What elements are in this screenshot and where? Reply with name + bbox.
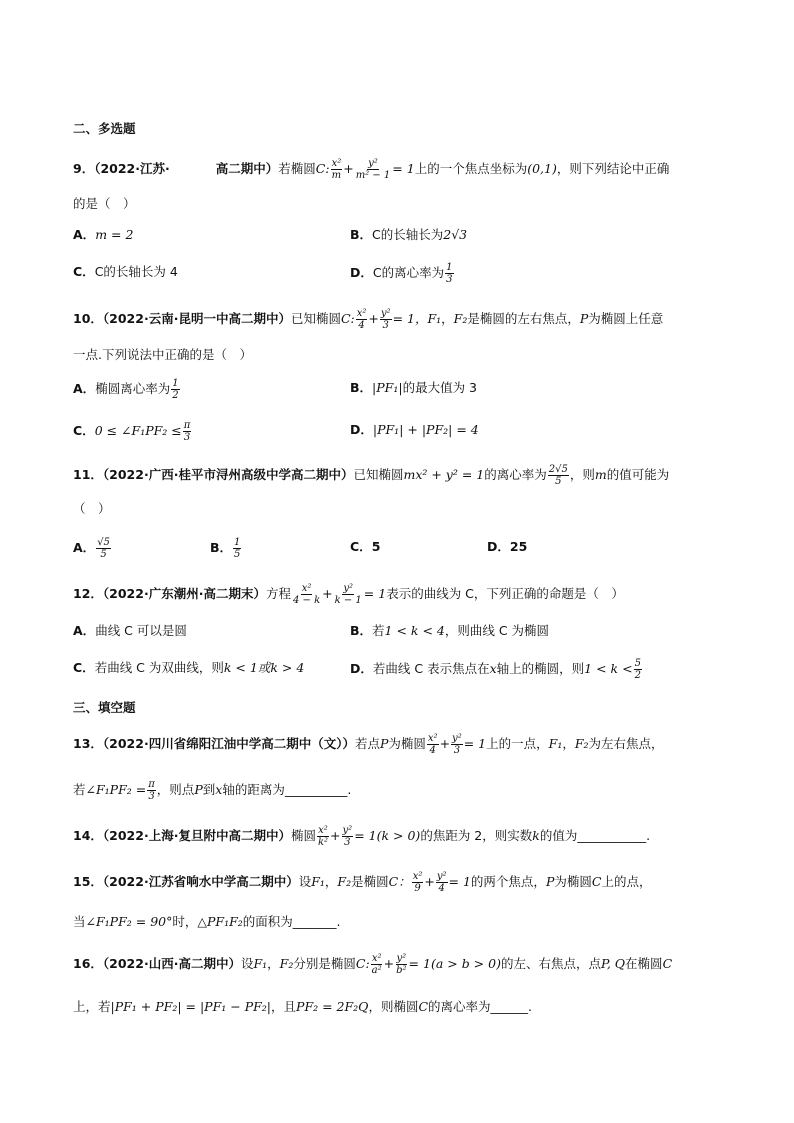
option-b: B．若1 < k < 4，则曲线 C 为椭圆 (350, 623, 550, 638)
section-heading-fill-in: 三、填空题 (73, 700, 136, 715)
section-heading-multiple-choice: 二、多选题 (73, 121, 136, 136)
question-10-line-2: 一点.下列说法中正确的是（ ） (73, 347, 252, 362)
option-d: D．若曲线 C 表示焦点在x轴上的椭圆，则1 < k < $\frac{5}{2}$ (350, 658, 641, 681)
question-9-line-2: 的是（ ） (73, 196, 136, 211)
question-14-line-1: 14．（2022·上海·复旦附中高二期中）椭圆 $\frac{\text{x²}}{\text{k²}}$ + $\frac{\text{y²}}{3}$ = 1(k > 0)的焦距为 2，则实数k的值为___________. (73, 825, 651, 848)
option-b: B． $\frac{1}{5}$ (210, 537, 241, 560)
question-source: （2022·江苏· (94, 161, 170, 176)
question-12-line-1: 12．（2022·广东潮州·高二期末）方程 $\frac{\text{x²}}{4 - k}$ + $\frac{\text{y²}}{k - 1}$ = 1表示的曲线为 C，下列正确的命题是（ ） (73, 583, 624, 606)
option-a: A．m = 2 (73, 227, 134, 242)
option-a: A． $\frac{√5}{5}$ (73, 537, 110, 560)
question-11-line-2: （ ） (73, 501, 111, 516)
question-13-line-2: 若∠F₁PF₂ = $\frac{\pi}{3}$ ，则点P到x轴的距离为__________. (73, 779, 352, 802)
option-b: B．C的长轴长为2√3 (350, 227, 468, 242)
option-c: C．若曲线 C 为双曲线，则k < 1或k > 4 (73, 660, 305, 675)
option-c: C．C的长轴长为 4 (73, 264, 178, 279)
option-d: D．|PF₁| + |PF₂| = 4 (350, 422, 479, 437)
answer-blank[interactable]: 轴的距离为__________. (222, 782, 352, 797)
answer-blank[interactable]: 的面积为_______. (242, 914, 341, 929)
question-13-line-1: 13．（2022·四川省绵阳江油中学高二期中（文））若点P为椭圆 $\frac{\text{x²}}{4}$ + $\frac{\text{y²}}{3}$ = 1上的一点，F₁，F₂为左右焦点， (73, 733, 664, 756)
option-c: C．0 ≤ ∠F₁PF₂ ≤ $\frac{\pi}{3}$ (73, 420, 191, 443)
question-16-line-2: 上，若|PF₁ + PF₂| = |PF₁ − PF₂|，且PF₂ = 2F₂Q，则椭圆C的离心率为______. (73, 999, 533, 1014)
answer-blank[interactable]: 的值为___________. (539, 828, 651, 843)
question-number: 9． (73, 161, 95, 176)
question-15-line-2: 当∠F₁PF₂ = 90°时，△PF₁F₂的面积为_______. (73, 914, 341, 929)
answer-blank[interactable]: 的离心率为______. (428, 999, 533, 1014)
option-a: A．曲线 C 可以是圆 (73, 623, 187, 638)
fraction: $\frac{\text{y²}}{\text{m² − 1}}$ (355, 158, 391, 181)
fraction: $\frac{\text{x²}}{m}$ (331, 158, 342, 181)
question-15-line-1: 15．（2022·江苏省响水中学高二期中）设F₁，F₂是椭圆C： $\frac{\text{x²}}{9}$ + $\frac{\text{y²}}{4}$ = 1的两个焦点，P为椭圆C上的点， (73, 871, 652, 894)
question-11-line-1: 11．（2022·广西·桂平市浔州高级中学高二期中）已知椭圆mx² + y² = 1的离心率为 $\frac{2√5}{5}$ ，则m的值可能为 (73, 464, 670, 487)
question-9-line-1: 9．（2022·江苏· 高二期中）若椭圆C: $\frac{\text{x²}}{m}$ + $\frac{\text{y²}}{\text{m² − 1}}$ = 1上的一个焦点坐标为(0,1)，则下列结论中正确 (73, 158, 670, 181)
question-source-suffix: 高二期中） (215, 161, 279, 176)
math: C: (315, 161, 330, 176)
option-b: B．|PF₁|的最大值为 3 (350, 380, 477, 395)
option-d: D．C的离心率为 $\frac{1}{3}$ (350, 262, 453, 285)
question-16-line-1: 16．（2022·山西·高二期中）设F₁，F₂分别是椭圆C: $\frac{\text{x²}}{\text{a²}}$ + $\frac{\text{y²}}{\text{b²}}$ = 1(a > b > 0)的左、右焦点，点P, Q在椭圆C (73, 953, 673, 976)
option-c: C．5 (350, 539, 381, 554)
option-a: A．椭圆离心率为 $\frac{1}{2}$ (73, 378, 179, 401)
option-d: D．25 (487, 539, 528, 554)
question-stem: 若椭圆 (278, 161, 316, 176)
question-10-line-1: 10．（2022·云南·昆明一中高二期中）已知椭圆C: $\frac{\text{x²}}{4}$ + $\frac{\text{y²}}{3}$ = 1，F₁，F₂是椭圆的左右焦点，P为椭圆上任意 (73, 308, 664, 331)
